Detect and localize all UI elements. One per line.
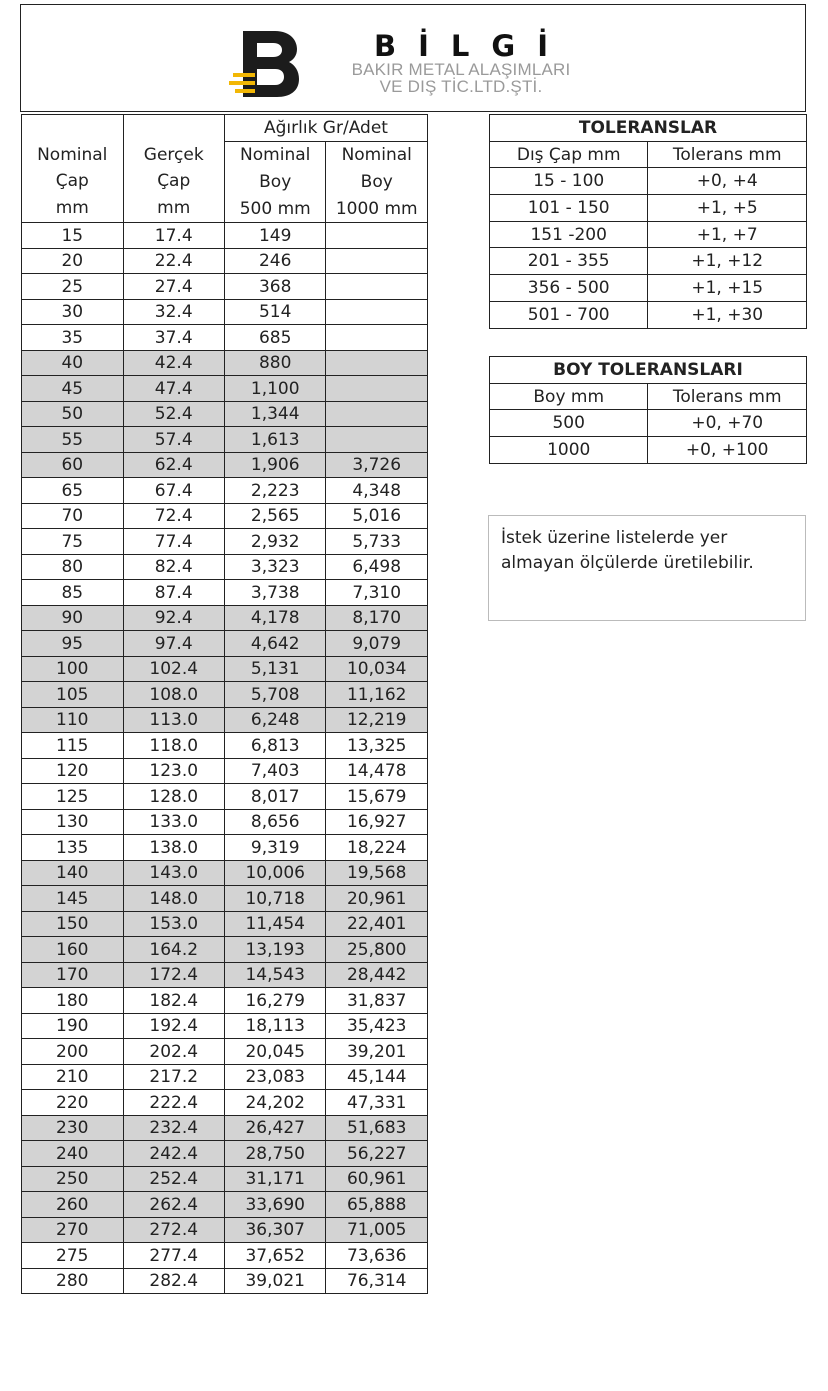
cell-w1000: 71,005 — [326, 1217, 428, 1243]
cell-w1000: 76,314 — [326, 1268, 428, 1294]
cell-actual: 192.4 — [123, 1013, 224, 1039]
tolerance-row — [490, 195, 807, 222]
table-row — [22, 248, 428, 274]
cell-w1000: 25,800 — [326, 937, 428, 963]
cell-w1000: 39,201 — [326, 1039, 428, 1065]
table-row — [22, 1141, 428, 1167]
table-row — [22, 605, 428, 631]
cell-nominal: 190 — [22, 1013, 124, 1039]
tolerance-cell: 15 - 100 — [490, 168, 648, 195]
header-text: Gerçek — [143, 144, 204, 165]
cell-nominal: 75 — [22, 529, 124, 555]
table-row — [22, 554, 428, 580]
cell-nominal: 135 — [22, 835, 124, 861]
table-row — [22, 886, 428, 912]
header-text: Nominal — [341, 145, 412, 165]
table-row — [22, 478, 428, 504]
cell-w500: 7,403 — [224, 758, 326, 784]
table-row — [22, 223, 428, 249]
table-row — [22, 1115, 428, 1141]
cell-w500: 18,113 — [224, 1013, 326, 1039]
tolerance-cell: 101 - 150 — [490, 195, 648, 222]
cell-nominal: 180 — [22, 988, 124, 1014]
cell-w500: 5,708 — [224, 682, 326, 708]
cell-w1000: 5,733 — [326, 529, 428, 555]
cell-w1000 — [326, 427, 428, 453]
cell-w1000 — [326, 376, 428, 402]
cell-w500: 39,021 — [224, 1268, 326, 1294]
cell-w1000: 19,568 — [326, 860, 428, 886]
brand-block — [311, 31, 611, 95]
table-row — [22, 427, 428, 453]
cell-nominal: 260 — [22, 1192, 124, 1218]
cell-nominal: 95 — [22, 631, 124, 657]
table-row — [22, 299, 428, 325]
table-row — [22, 376, 428, 402]
table-row — [22, 580, 428, 606]
cell-actual: 232.4 — [123, 1115, 224, 1141]
cell-actual: 172.4 — [123, 962, 224, 988]
tolerance-row — [490, 275, 807, 302]
tolerance-row — [490, 221, 807, 248]
cell-w1000 — [326, 299, 428, 325]
cell-nominal: 250 — [22, 1166, 124, 1192]
cell-actual: 153.0 — [123, 911, 224, 937]
cell-w500: 20,045 — [224, 1039, 326, 1065]
cell-actual: 138.0 — [123, 835, 224, 861]
table-row — [22, 1268, 428, 1294]
cell-nominal: 115 — [22, 733, 124, 759]
cell-w500: 368 — [224, 274, 326, 300]
cell-w1000: 35,423 — [326, 1013, 428, 1039]
table-row — [22, 784, 428, 810]
table-row — [22, 350, 428, 376]
production-note: İstek üzerine listelerde yer almayan ölçülerde üretilebilir. — [488, 515, 806, 621]
cell-actual: 77.4 — [123, 529, 224, 555]
table-row — [22, 1013, 428, 1039]
cell-nominal: 130 — [22, 809, 124, 835]
cell-nominal: 240 — [22, 1141, 124, 1167]
table-row — [22, 1243, 428, 1269]
cell-nominal: 125 — [22, 784, 124, 810]
cell-w500: 149 — [224, 223, 326, 249]
cell-w500: 37,652 — [224, 1243, 326, 1269]
header-text: Nominal — [240, 145, 311, 165]
length-tolerance-cell: 500 — [490, 410, 648, 437]
cell-w500: 2,565 — [224, 503, 326, 529]
brand-subtitle-line1: BAKIR METAL ALAŞIMLARI — [351, 60, 571, 79]
cell-w500: 2,223 — [224, 478, 326, 504]
table-row — [22, 656, 428, 682]
cell-w1000: 20,961 — [326, 886, 428, 912]
header-text: Çap — [55, 171, 89, 192]
brand-name: BİLGİ — [374, 29, 570, 63]
header-nominal-diameter — [22, 115, 124, 223]
header-text: Boy — [360, 171, 393, 192]
cell-w500: 4,178 — [224, 605, 326, 631]
cell-w500: 28,750 — [224, 1141, 326, 1167]
cell-w1000 — [326, 401, 428, 427]
cell-w500: 5,131 — [224, 656, 326, 682]
cell-w1000: 51,683 — [326, 1115, 428, 1141]
cell-w1000: 11,162 — [326, 682, 428, 708]
header-weight-1000 — [326, 142, 428, 223]
cell-actual: 108.0 — [123, 682, 224, 708]
cell-actual: 32.4 — [123, 299, 224, 325]
header-text: mm — [157, 198, 191, 219]
cell-w500: 8,017 — [224, 784, 326, 810]
cell-actual: 272.4 — [123, 1217, 224, 1243]
cell-actual: 102.4 — [123, 656, 224, 682]
cell-nominal: 50 — [22, 401, 124, 427]
cell-w500: 24,202 — [224, 1090, 326, 1116]
cell-actual: 67.4 — [123, 478, 224, 504]
length-tolerance-cell: +0, +70 — [648, 410, 807, 437]
table-row — [22, 911, 428, 937]
table-row — [22, 860, 428, 886]
cell-w500: 2,932 — [224, 529, 326, 555]
cell-w1000: 9,079 — [326, 631, 428, 657]
cell-w1000 — [326, 325, 428, 351]
cell-w1000: 10,034 — [326, 656, 428, 682]
header-text: Nominal — [37, 144, 108, 165]
cell-w500: 14,543 — [224, 962, 326, 988]
cell-w1000: 60,961 — [326, 1166, 428, 1192]
header-weight-500 — [224, 142, 326, 223]
cell-nominal: 200 — [22, 1039, 124, 1065]
cell-nominal: 170 — [22, 962, 124, 988]
cell-w500: 1,613 — [224, 427, 326, 453]
cell-actual: 164.2 — [123, 937, 224, 963]
table-row — [22, 682, 428, 708]
tolerance-cell: +1, +5 — [648, 195, 807, 222]
cell-actual: 97.4 — [123, 631, 224, 657]
cell-nominal: 80 — [22, 554, 124, 580]
cell-w500: 33,690 — [224, 1192, 326, 1218]
cell-nominal: 20 — [22, 248, 124, 274]
header-text: 500 mm — [239, 198, 311, 219]
cell-w1000: 15,679 — [326, 784, 428, 810]
header-text: Çap — [157, 171, 191, 192]
cell-nominal: 105 — [22, 682, 124, 708]
cell-w500: 16,279 — [224, 988, 326, 1014]
tolerance-cell: +1, +15 — [648, 275, 807, 302]
table-row — [22, 1064, 428, 1090]
cell-w1000: 13,325 — [326, 733, 428, 759]
cell-w500: 10,006 — [224, 860, 326, 886]
weight-table — [21, 114, 428, 1294]
tolerance-header: Tolerans mm — [648, 141, 807, 168]
length-tolerance-title: BOY TOLERANSLARI — [490, 357, 807, 384]
cell-actual: 17.4 — [123, 223, 224, 249]
table-row — [22, 835, 428, 861]
tolerance-cell: +1, +12 — [648, 248, 807, 275]
table-row — [22, 529, 428, 555]
length-tolerance-header: Tolerans mm — [648, 383, 807, 410]
cell-nominal: 140 — [22, 860, 124, 886]
cell-nominal: 55 — [22, 427, 124, 453]
cell-nominal: 65 — [22, 478, 124, 504]
cell-w1000: 73,636 — [326, 1243, 428, 1269]
cell-actual: 57.4 — [123, 427, 224, 453]
cell-w1000: 22,401 — [326, 911, 428, 937]
cell-w500: 1,100 — [224, 376, 326, 402]
cell-actual: 47.4 — [123, 376, 224, 402]
table-row — [22, 452, 428, 478]
cell-w500: 11,454 — [224, 911, 326, 937]
cell-nominal: 230 — [22, 1115, 124, 1141]
cell-w500: 26,427 — [224, 1115, 326, 1141]
cell-nominal: 220 — [22, 1090, 124, 1116]
cell-w1000: 3,726 — [326, 452, 428, 478]
cell-w1000 — [326, 350, 428, 376]
tolerance-cell: 501 - 700 — [490, 301, 648, 328]
cell-w1000: 16,927 — [326, 809, 428, 835]
cell-nominal: 70 — [22, 503, 124, 529]
cell-nominal: 45 — [22, 376, 124, 402]
cell-actual: 62.4 — [123, 452, 224, 478]
table-row — [22, 937, 428, 963]
cell-w500: 514 — [224, 299, 326, 325]
cell-w1000: 45,144 — [326, 1064, 428, 1090]
cell-w500: 3,323 — [224, 554, 326, 580]
tolerance-cell: 201 - 355 — [490, 248, 648, 275]
cell-nominal: 90 — [22, 605, 124, 631]
cell-nominal: 35 — [22, 325, 124, 351]
header-text: Boy — [259, 171, 292, 192]
cell-w500: 1,906 — [224, 452, 326, 478]
cell-actual: 42.4 — [123, 350, 224, 376]
header-text: mm — [55, 198, 89, 219]
table-row — [22, 1090, 428, 1116]
cell-actual: 52.4 — [123, 401, 224, 427]
tolerance-header: Dış Çap mm — [490, 141, 648, 168]
company-header — [20, 4, 806, 112]
table-row — [22, 325, 428, 351]
cell-w1000: 31,837 — [326, 988, 428, 1014]
cell-nominal: 160 — [22, 937, 124, 963]
cell-w1000: 14,478 — [326, 758, 428, 784]
length-tolerance-cell: 1000 — [490, 437, 648, 464]
length-tolerance-header: Boy mm — [490, 383, 648, 410]
cell-w1000: 28,442 — [326, 962, 428, 988]
cell-w500: 1,344 — [224, 401, 326, 427]
tolerance-cell: 356 - 500 — [490, 275, 648, 302]
cell-w1000: 7,310 — [326, 580, 428, 606]
tolerance-cell: +0, +4 — [648, 168, 807, 195]
cell-w1000: 6,498 — [326, 554, 428, 580]
cell-actual: 277.4 — [123, 1243, 224, 1269]
brand-subtitle-line2: VE DIŞ TİC.LTD.ŞTİ. — [379, 77, 543, 96]
cell-actual: 22.4 — [123, 248, 224, 274]
tolerance-title: TOLERANSLAR — [490, 115, 807, 142]
cell-w500: 246 — [224, 248, 326, 274]
cell-nominal: 145 — [22, 886, 124, 912]
cell-actual: 217.2 — [123, 1064, 224, 1090]
cell-nominal: 280 — [22, 1268, 124, 1294]
tolerance-row — [490, 248, 807, 275]
cell-nominal: 110 — [22, 707, 124, 733]
cell-w500: 8,656 — [224, 809, 326, 835]
table-row — [22, 503, 428, 529]
cell-nominal: 60 — [22, 452, 124, 478]
cell-w500: 4,642 — [224, 631, 326, 657]
cell-w500: 36,307 — [224, 1217, 326, 1243]
length-tolerance-row — [490, 410, 807, 437]
cell-w500: 880 — [224, 350, 326, 376]
table-row — [22, 962, 428, 988]
cell-actual: 37.4 — [123, 325, 224, 351]
cell-actual: 123.0 — [123, 758, 224, 784]
tolerance-row — [490, 301, 807, 328]
cell-w1000: 8,170 — [326, 605, 428, 631]
cell-nominal: 15 — [22, 223, 124, 249]
cell-w1000: 18,224 — [326, 835, 428, 861]
tolerance-table — [489, 114, 807, 329]
cell-w1000: 5,016 — [326, 503, 428, 529]
cell-actual: 262.4 — [123, 1192, 224, 1218]
header-weight-title: Ağırlık Gr/Adet — [224, 115, 427, 142]
table-row — [22, 1166, 428, 1192]
cell-actual: 282.4 — [123, 1268, 224, 1294]
table-row — [22, 401, 428, 427]
cell-nominal: 25 — [22, 274, 124, 300]
tolerance-cell: +1, +30 — [648, 301, 807, 328]
company-logo-icon — [229, 29, 301, 99]
table-row — [22, 707, 428, 733]
cell-actual: 72.4 — [123, 503, 224, 529]
cell-w1000: 12,219 — [326, 707, 428, 733]
cell-nominal: 40 — [22, 350, 124, 376]
length-tolerance-table — [489, 356, 807, 464]
cell-actual: 252.4 — [123, 1166, 224, 1192]
cell-actual: 242.4 — [123, 1141, 224, 1167]
tolerance-cell: +1, +7 — [648, 221, 807, 248]
cell-actual: 182.4 — [123, 988, 224, 1014]
table-row — [22, 809, 428, 835]
cell-actual: 92.4 — [123, 605, 224, 631]
cell-actual: 128.0 — [123, 784, 224, 810]
table-row — [22, 1217, 428, 1243]
table-row — [22, 1192, 428, 1218]
cell-actual: 222.4 — [123, 1090, 224, 1116]
cell-w500: 23,083 — [224, 1064, 326, 1090]
cell-actual: 113.0 — [123, 707, 224, 733]
cell-w500: 31,171 — [224, 1166, 326, 1192]
cell-nominal: 100 — [22, 656, 124, 682]
cell-nominal: 270 — [22, 1217, 124, 1243]
cell-w500: 685 — [224, 325, 326, 351]
cell-nominal: 210 — [22, 1064, 124, 1090]
header-text: 1000 mm — [335, 198, 418, 219]
cell-w500: 10,718 — [224, 886, 326, 912]
cell-w500: 6,248 — [224, 707, 326, 733]
cell-actual: 27.4 — [123, 274, 224, 300]
cell-w1000: 4,348 — [326, 478, 428, 504]
cell-actual: 82.4 — [123, 554, 224, 580]
table-row — [22, 988, 428, 1014]
cell-w1000 — [326, 223, 428, 249]
cell-nominal: 30 — [22, 299, 124, 325]
table-row — [22, 274, 428, 300]
cell-actual: 202.4 — [123, 1039, 224, 1065]
cell-actual: 118.0 — [123, 733, 224, 759]
cell-w500: 3,738 — [224, 580, 326, 606]
table-row — [22, 631, 428, 657]
cell-w500: 6,813 — [224, 733, 326, 759]
cell-w1000 — [326, 248, 428, 274]
table-row — [22, 758, 428, 784]
length-tolerance-cell: +0, +100 — [648, 437, 807, 464]
cell-nominal: 85 — [22, 580, 124, 606]
cell-nominal: 275 — [22, 1243, 124, 1269]
tolerance-cell: 151 -200 — [490, 221, 648, 248]
cell-actual: 143.0 — [123, 860, 224, 886]
table-row — [22, 1039, 428, 1065]
table-row — [22, 733, 428, 759]
cell-actual: 133.0 — [123, 809, 224, 835]
cell-actual: 87.4 — [123, 580, 224, 606]
cell-w1000: 65,888 — [326, 1192, 428, 1218]
cell-w1000 — [326, 274, 428, 300]
cell-w500: 13,193 — [224, 937, 326, 963]
cell-w1000: 47,331 — [326, 1090, 428, 1116]
tolerance-row — [490, 168, 807, 195]
header-actual-diameter — [123, 115, 224, 223]
cell-nominal: 150 — [22, 911, 124, 937]
length-tolerance-row — [490, 437, 807, 464]
cell-actual: 148.0 — [123, 886, 224, 912]
cell-nominal: 120 — [22, 758, 124, 784]
cell-w1000: 56,227 — [326, 1141, 428, 1167]
cell-w500: 9,319 — [224, 835, 326, 861]
